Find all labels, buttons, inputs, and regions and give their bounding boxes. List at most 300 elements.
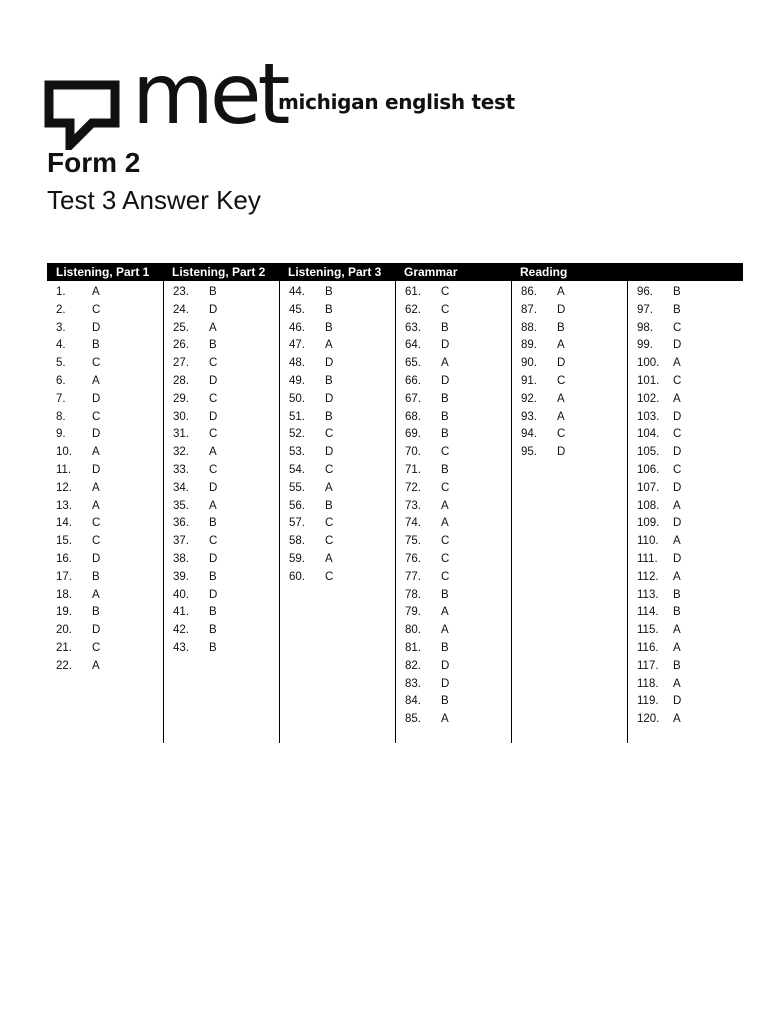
- question-number: 60.: [289, 570, 305, 583]
- answer-row: [405, 551, 511, 569]
- answer-row: [637, 711, 743, 729]
- question-number: 62.: [405, 303, 421, 316]
- answer-row: [289, 426, 395, 444]
- question-number: 77.: [405, 570, 421, 583]
- question-number: 4.: [56, 339, 66, 352]
- answer-row: [56, 373, 163, 391]
- answer-letter: C: [92, 517, 101, 530]
- answer-row: [173, 355, 279, 373]
- answer-letter: C: [441, 552, 450, 565]
- question-number: 71.: [405, 463, 421, 476]
- question-number: 88.: [521, 321, 537, 334]
- question-number: 65.: [405, 357, 421, 370]
- question-number: 91.: [521, 374, 537, 387]
- question-number: 38.: [173, 552, 189, 565]
- answer-letter: C: [325, 535, 334, 548]
- answer-row: [405, 533, 511, 551]
- answer-row: [289, 409, 395, 427]
- answer-letter: D: [209, 374, 218, 387]
- question-number: 100.: [637, 357, 660, 370]
- answer-letter: D: [209, 481, 218, 494]
- answer-row: [56, 587, 163, 605]
- question-number: 47.: [289, 339, 305, 352]
- answer-row: [56, 320, 163, 338]
- answer-letter: A: [673, 570, 681, 583]
- answer-letter: A: [92, 499, 100, 512]
- answer-row: [637, 640, 743, 658]
- question-number: 10.: [56, 446, 72, 459]
- answer-letter: A: [673, 392, 681, 405]
- question-number: 113.: [637, 588, 659, 601]
- answer-letter: A: [673, 677, 681, 690]
- question-number: 49.: [289, 374, 305, 387]
- question-number: 73.: [405, 499, 421, 512]
- answer-letter: A: [557, 410, 565, 423]
- answer-letter: D: [673, 695, 682, 708]
- answer-letter: B: [325, 321, 333, 334]
- answer-row: [405, 355, 511, 373]
- answer-letter: B: [441, 463, 449, 476]
- answer-letter: C: [209, 535, 218, 548]
- answer-row: [405, 676, 511, 694]
- answer-row: [56, 409, 163, 427]
- question-number: 84.: [405, 695, 421, 708]
- answer-letter: D: [209, 588, 218, 601]
- question-number: 40.: [173, 588, 189, 601]
- answer-row: [173, 462, 279, 480]
- answer-letter: A: [92, 446, 100, 459]
- answer-row: [173, 337, 279, 355]
- answer-letter: B: [557, 321, 565, 334]
- answer-row: [56, 658, 163, 676]
- answer-row: [637, 373, 743, 391]
- answer-row: [56, 640, 163, 658]
- answer-row: [173, 498, 279, 516]
- question-number: 34.: [173, 481, 189, 494]
- answer-row: [56, 284, 163, 302]
- question-number: 17.: [56, 570, 72, 583]
- answer-letter: B: [209, 606, 217, 619]
- test-title: Test 3 Answer Key: [47, 185, 261, 215]
- question-number: 90.: [521, 357, 537, 370]
- answer-row: [173, 569, 279, 587]
- answer-row: [405, 444, 511, 462]
- answer-row: [405, 640, 511, 658]
- question-number: 69.: [405, 428, 421, 441]
- question-number: 72.: [405, 481, 421, 494]
- question-number: 106.: [637, 463, 660, 476]
- question-number: 7.: [56, 392, 66, 405]
- answer-letter: A: [441, 606, 449, 619]
- answer-row: [521, 320, 627, 338]
- answer-letter: C: [92, 641, 101, 654]
- answer-letter: D: [441, 339, 450, 352]
- question-number: 66.: [405, 374, 421, 387]
- question-number: 105.: [637, 446, 660, 459]
- answer-row: [289, 480, 395, 498]
- question-number: 81.: [405, 641, 421, 654]
- question-number: 36.: [173, 517, 189, 530]
- answer-row: [637, 587, 743, 605]
- question-number: 101.: [637, 374, 660, 387]
- answer-row: [405, 693, 511, 711]
- answer-row: [405, 622, 511, 640]
- answer-letter: D: [673, 517, 682, 530]
- answer-letter: B: [325, 374, 333, 387]
- answer-letter: B: [209, 624, 217, 637]
- answer-letter: B: [92, 339, 100, 352]
- answer-row: [289, 515, 395, 533]
- answer-letter: C: [441, 303, 450, 316]
- answer-row: [521, 302, 627, 320]
- question-number: 108.: [637, 499, 660, 512]
- question-number: 18.: [56, 588, 72, 601]
- answer-row: [173, 640, 279, 658]
- answer-row: [405, 569, 511, 587]
- answer-row: [173, 587, 279, 605]
- answer-letter: A: [325, 481, 333, 494]
- question-number: 87.: [521, 303, 537, 316]
- question-number: 76.: [405, 552, 421, 565]
- answer-row: [289, 533, 395, 551]
- answer-row: [637, 426, 743, 444]
- answer-row: [637, 320, 743, 338]
- answer-row: [637, 480, 743, 498]
- question-number: 107.: [637, 481, 660, 494]
- answer-letter: A: [441, 517, 449, 530]
- question-number: 9.: [56, 428, 66, 441]
- question-number: 82.: [405, 659, 421, 672]
- question-number: 8.: [56, 410, 66, 423]
- answer-row: [56, 515, 163, 533]
- answer-letter: A: [673, 713, 681, 726]
- answer-letter: C: [325, 428, 334, 441]
- column-header: Listening, Part 1: [56, 265, 150, 279]
- answer-letter: A: [441, 499, 449, 512]
- answer-letter: B: [441, 641, 449, 654]
- question-number: 104.: [637, 428, 660, 441]
- question-number: 51.: [289, 410, 305, 423]
- answer-letter: A: [441, 624, 449, 637]
- question-number: 117.: [637, 659, 659, 672]
- question-number: 45.: [289, 303, 305, 316]
- answer-letter: D: [673, 552, 682, 565]
- question-number: 53.: [289, 446, 305, 459]
- answer-letter: C: [92, 303, 101, 316]
- question-number: 67.: [405, 392, 421, 405]
- question-number: 58.: [289, 535, 305, 548]
- question-number: 22.: [56, 659, 72, 672]
- answer-letter: C: [92, 410, 101, 423]
- answer-letter: A: [673, 499, 681, 512]
- answer-letter: D: [92, 392, 101, 405]
- answer-row: [289, 444, 395, 462]
- question-number: 95.: [521, 446, 537, 459]
- question-number: 44.: [289, 286, 305, 298]
- answer-letter: B: [673, 286, 681, 298]
- speech-bubble-logo-icon: [44, 80, 120, 150]
- question-number: 2.: [56, 303, 66, 316]
- answer-letter: D: [673, 339, 682, 352]
- answer-row: [405, 587, 511, 605]
- answer-key-body: [47, 281, 743, 743]
- answer-letter: C: [92, 357, 101, 370]
- answer-row: [173, 320, 279, 338]
- answer-row: [56, 355, 163, 373]
- question-number: 56.: [289, 499, 305, 512]
- answer-row: [637, 515, 743, 533]
- answer-letter: A: [325, 339, 333, 352]
- answer-letter: D: [557, 446, 566, 459]
- question-number: 1.: [56, 286, 66, 298]
- question-number: 14.: [56, 517, 72, 530]
- question-number: 83.: [405, 677, 421, 690]
- answer-row: [56, 480, 163, 498]
- answer-letter: B: [325, 499, 333, 512]
- answer-letter: D: [441, 659, 450, 672]
- answer-letter: A: [325, 552, 333, 565]
- answer-letter: D: [673, 481, 682, 494]
- question-number: 75.: [405, 535, 421, 548]
- answer-letter: A: [673, 641, 681, 654]
- question-number: 94.: [521, 428, 537, 441]
- column-header: Reading: [520, 265, 568, 279]
- question-number: 78.: [405, 588, 421, 601]
- answer-row: [405, 498, 511, 516]
- column-header: [627, 263, 743, 281]
- answer-row: [521, 284, 627, 302]
- question-number: 37.: [173, 535, 189, 548]
- question-number: 28.: [173, 374, 189, 387]
- answer-row: [637, 622, 743, 640]
- answer-column: [163, 281, 279, 743]
- answer-letter: C: [441, 570, 450, 583]
- logo-wordmark: met: [132, 45, 287, 143]
- answer-letter: C: [325, 570, 334, 583]
- question-number: 97.: [637, 303, 653, 316]
- column-header: Listening, Part 2: [172, 265, 266, 279]
- question-number: 112.: [637, 570, 659, 583]
- answer-letter: C: [325, 463, 334, 476]
- question-number: 59.: [289, 552, 305, 565]
- question-number: 68.: [405, 410, 421, 423]
- answer-row: [637, 391, 743, 409]
- question-number: 118.: [637, 677, 659, 690]
- answer-row: [637, 533, 743, 551]
- answer-letter: C: [441, 446, 450, 459]
- answer-row: [637, 498, 743, 516]
- answer-row: [521, 337, 627, 355]
- answer-letter: B: [325, 303, 333, 316]
- answer-row: [173, 551, 279, 569]
- question-number: 54.: [289, 463, 305, 476]
- answer-column: [279, 281, 395, 743]
- question-number: 92.: [521, 392, 537, 405]
- question-number: 119.: [637, 695, 659, 708]
- answer-row: [289, 337, 395, 355]
- answer-row: [56, 462, 163, 480]
- answer-letter: D: [441, 677, 450, 690]
- question-number: 29.: [173, 392, 189, 405]
- answer-row: [637, 551, 743, 569]
- question-number: 96.: [637, 286, 653, 298]
- answer-row: [637, 569, 743, 587]
- answer-letter: A: [92, 659, 100, 672]
- answer-letter: A: [209, 499, 217, 512]
- question-number: 120.: [637, 713, 660, 726]
- answer-letter: B: [325, 286, 333, 298]
- question-number: 21.: [56, 641, 72, 654]
- question-number: 15.: [56, 535, 72, 548]
- answer-row: [289, 551, 395, 569]
- answer-row: [56, 551, 163, 569]
- question-number: 74.: [405, 517, 421, 530]
- answer-row: [56, 498, 163, 516]
- question-number: 19.: [56, 606, 72, 619]
- answer-row: [405, 373, 511, 391]
- question-number: 20.: [56, 624, 72, 637]
- answer-letter: C: [557, 374, 566, 387]
- answer-letter: A: [92, 286, 100, 298]
- question-number: 31.: [173, 428, 189, 441]
- answer-letter: A: [557, 339, 565, 352]
- answer-row: [637, 693, 743, 711]
- answer-row: [289, 320, 395, 338]
- answer-letter: C: [92, 535, 101, 548]
- answer-row: [173, 373, 279, 391]
- answer-row: [173, 444, 279, 462]
- answer-letter: D: [92, 321, 101, 334]
- answer-row: [637, 676, 743, 694]
- answer-letter: A: [209, 321, 217, 334]
- answer-row: [289, 462, 395, 480]
- answer-letter: D: [673, 446, 682, 459]
- answer-row: [405, 391, 511, 409]
- answer-letter: A: [557, 286, 565, 298]
- answer-letter: A: [673, 535, 681, 548]
- answer-key-table: [47, 263, 743, 743]
- answer-row: [405, 480, 511, 498]
- question-number: 70.: [405, 446, 421, 459]
- answer-letter: B: [209, 641, 217, 654]
- answer-letter: B: [673, 303, 681, 316]
- question-number: 99.: [637, 339, 653, 352]
- answer-letter: B: [673, 588, 681, 601]
- answer-row: [173, 604, 279, 622]
- answer-letter: D: [92, 624, 101, 637]
- answer-row: [637, 444, 743, 462]
- answer-letter: B: [92, 570, 100, 583]
- answer-letter: D: [92, 463, 101, 476]
- question-number: 110.: [637, 535, 659, 548]
- question-number: 5.: [56, 357, 66, 370]
- answer-row: [521, 426, 627, 444]
- answer-letter: B: [209, 286, 217, 298]
- answer-letter: B: [325, 410, 333, 423]
- answer-letter: B: [92, 606, 100, 619]
- question-number: 25.: [173, 321, 189, 334]
- answer-letter: C: [209, 392, 218, 405]
- answer-letter: C: [557, 428, 566, 441]
- answer-letter: D: [441, 374, 450, 387]
- answer-row: [637, 604, 743, 622]
- answer-row: [289, 569, 395, 587]
- question-number: 16.: [56, 552, 72, 565]
- answer-letter: A: [673, 624, 681, 637]
- answer-letter: A: [92, 481, 100, 494]
- answer-letter: C: [673, 428, 682, 441]
- answer-row: [521, 391, 627, 409]
- answer-row: [521, 355, 627, 373]
- answer-row: [405, 284, 511, 302]
- answer-row: [289, 355, 395, 373]
- answer-row: [173, 533, 279, 551]
- answer-letter: C: [325, 517, 334, 530]
- answer-column: [47, 281, 163, 743]
- answer-letter: C: [673, 374, 682, 387]
- answer-column: [395, 281, 511, 743]
- answer-row: [56, 622, 163, 640]
- answer-letter: C: [673, 463, 682, 476]
- question-number: 114.: [637, 606, 659, 619]
- question-number: 61.: [405, 286, 421, 298]
- question-number: 39.: [173, 570, 189, 583]
- form-title: Form 2: [47, 147, 141, 178]
- question-number: 98.: [637, 321, 653, 334]
- question-number: 30.: [173, 410, 189, 423]
- answer-letter: A: [441, 713, 449, 726]
- question-number: 6.: [56, 374, 66, 387]
- answer-letter: B: [209, 339, 217, 352]
- answer-row: [173, 302, 279, 320]
- question-number: 48.: [289, 357, 305, 370]
- answer-column: [627, 281, 743, 743]
- question-number: 102.: [637, 392, 660, 405]
- answer-key-header: [47, 263, 743, 281]
- answer-row: [405, 711, 511, 729]
- answer-letter: D: [325, 446, 334, 459]
- answer-row: [637, 658, 743, 676]
- question-number: 89.: [521, 339, 537, 352]
- answer-row: [56, 302, 163, 320]
- answer-row: [56, 604, 163, 622]
- answer-row: [637, 409, 743, 427]
- answer-row: [56, 569, 163, 587]
- answer-row: [405, 658, 511, 676]
- question-number: 79.: [405, 606, 421, 619]
- answer-row: [289, 391, 395, 409]
- column-header: Grammar: [404, 265, 458, 279]
- question-number: 32.: [173, 446, 189, 459]
- question-number: 64.: [405, 339, 421, 352]
- question-number: 46.: [289, 321, 305, 334]
- question-number: 11.: [56, 463, 72, 476]
- answer-column: [511, 281, 627, 743]
- answer-letter: C: [673, 321, 682, 334]
- answer-row: [521, 444, 627, 462]
- question-number: 115.: [637, 624, 659, 637]
- question-number: 85.: [405, 713, 421, 726]
- question-number: 13.: [56, 499, 72, 512]
- question-number: 109.: [637, 517, 660, 530]
- answer-row: [637, 284, 743, 302]
- answer-letter: A: [209, 446, 217, 459]
- answer-row: [56, 391, 163, 409]
- answer-row: [173, 426, 279, 444]
- question-number: 42.: [173, 624, 189, 637]
- answer-row: [56, 444, 163, 462]
- answer-letter: B: [209, 517, 217, 530]
